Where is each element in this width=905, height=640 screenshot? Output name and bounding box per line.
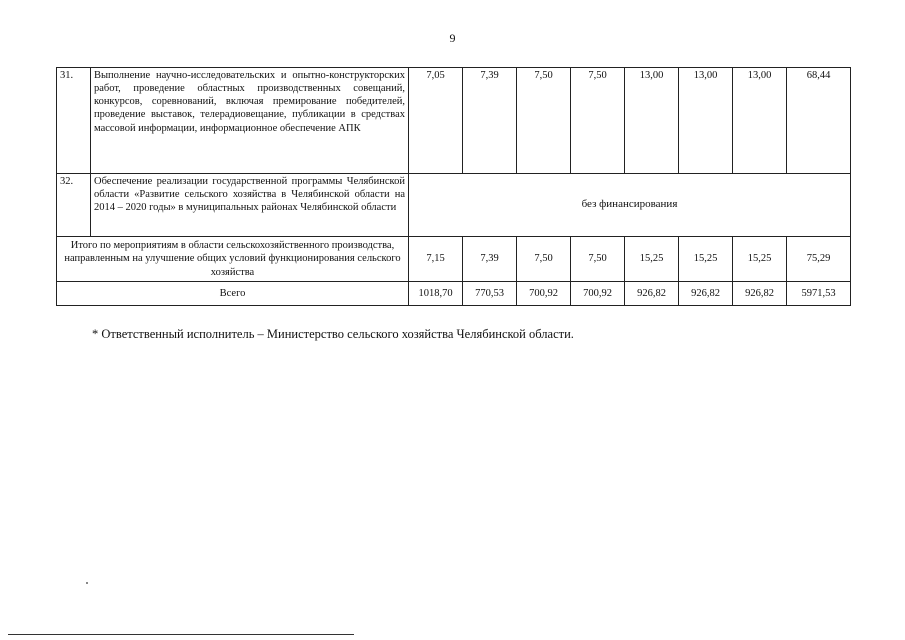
scan-speck [86,582,88,584]
total-label: Всего [57,282,409,306]
value-cell: 15,25 [625,237,679,282]
row-number: 32. [57,174,91,237]
value-cell: 13,00 [679,68,733,174]
value-cell: 7,50 [517,68,571,174]
value-cell: 75,29 [787,237,851,282]
subtotal-label: Итого по мероприятиям в области сельскохозяйственного производства, направленным на улучшение общих условий функционирования сельского хозяйства [57,237,409,282]
page-number: 9 [449,31,456,45]
value-cell: 68,44 [787,68,851,174]
footnote: * Ответственный исполнитель – Министерство сельского хозяйства Челябинской области. [92,327,574,341]
value-cell: 5971,53 [787,282,851,306]
value-cell: 15,25 [733,237,787,282]
value-cell: 7,05 [409,68,463,174]
row-number: 31. [57,68,91,174]
budget-table [56,67,851,306]
no-funding-cell: без финансирования [409,174,851,237]
table-row [57,68,851,174]
row-description: Обеспечение реализации государственной программы Челябинской области «Развитие сельского хозяйства в Челябинской области на 2014 – 2020 годы» в муниципальных районах Челябинской области [91,174,409,237]
value-cell: 1018,70 [409,282,463,306]
value-cell: 13,00 [733,68,787,174]
subtotal-row [57,237,851,282]
value-cell: 7,50 [571,68,625,174]
value-cell: 770,53 [463,282,517,306]
value-cell: 7,50 [517,237,571,282]
value-cell: 926,82 [679,282,733,306]
value-cell: 700,92 [571,282,625,306]
bottom-rule [8,634,354,635]
table-row [57,174,851,237]
row-description: Выполнение научно-исследовательских и опытно-конструкторских работ, проведение областных производственных совещаний, конкурсов, соревнований, включая премирование победителей, проведение выставок, телерадиовещание, публикации в средствах массовой информации, информационное обеспечение АПК [91,68,409,174]
value-cell: 15,25 [679,237,733,282]
value-cell: 7,50 [571,237,625,282]
value-cell: 7,15 [409,237,463,282]
value-cell: 926,82 [733,282,787,306]
value-cell: 7,39 [463,237,517,282]
value-cell: 13,00 [625,68,679,174]
value-cell: 926,82 [625,282,679,306]
value-cell: 700,92 [517,282,571,306]
value-cell: 7,39 [463,68,517,174]
total-row [57,282,851,306]
